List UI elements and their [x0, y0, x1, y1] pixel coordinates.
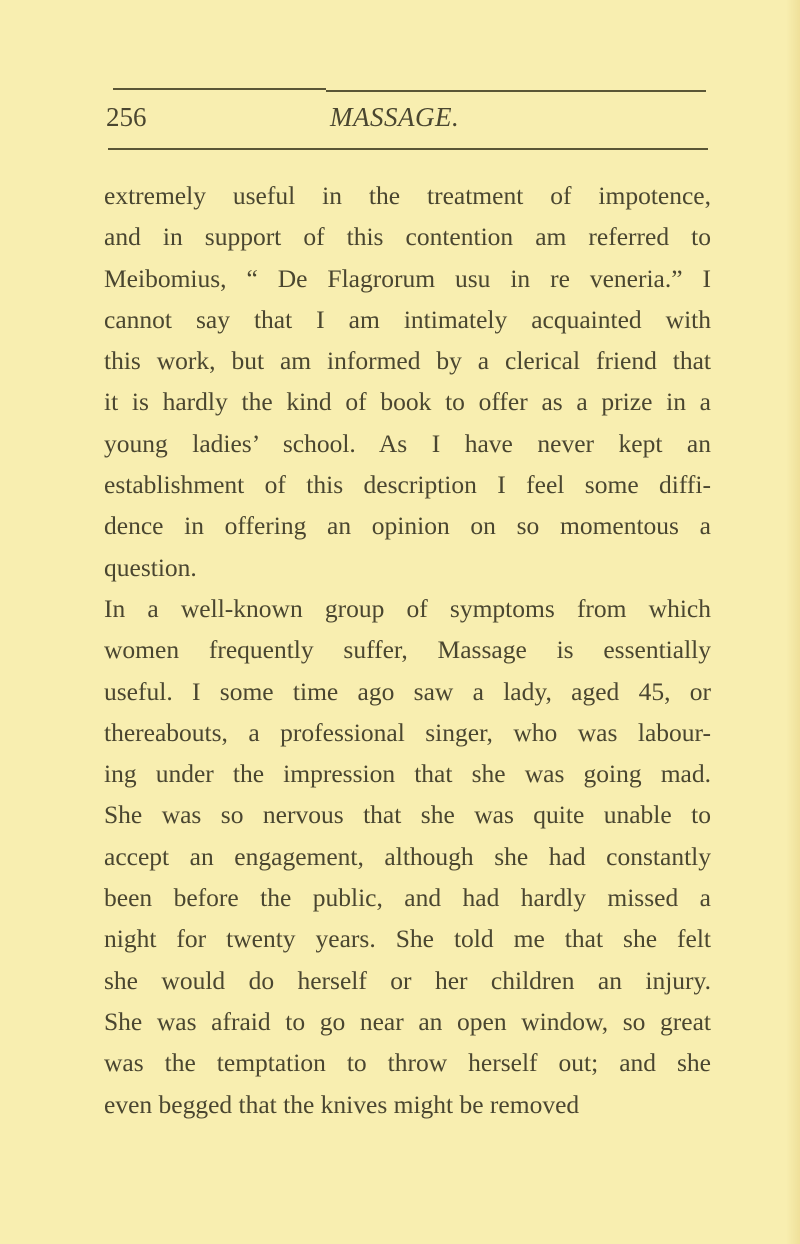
text-line: young ladies’ school. As I have never kept an: [104, 428, 711, 458]
text-line: it is hardly the kind of book to offer as a prize in a: [104, 387, 711, 417]
text-line: women frequently suffer, Massage is essentially: [104, 635, 711, 665]
text-line: establishment of this description I feel some diffi-: [104, 470, 711, 500]
text-line: thereabouts, a professional singer, who was labour-: [104, 717, 711, 747]
text-line: extremely useful in the treatment of impotence,: [104, 181, 711, 210]
text-line: dence in offering an opinion on so momentous a: [104, 511, 711, 541]
text-line: been before the public, and had hardly missed a: [104, 883, 711, 913]
running-head-title: MASSAGE.: [330, 102, 460, 132]
text-line: She was so nervous that she was quite unable to: [104, 800, 711, 830]
text-line: Meibomius, “ De Flagrorum usu in re veneria.” I: [104, 263, 711, 293]
text-line: this work, but am informed by a clerical friend that: [104, 346, 711, 376]
text-line: She was afraid to go near an open window, so great: [104, 1006, 711, 1036]
text-line: accept an engagement, although she had constantly: [104, 841, 711, 871]
page-edge-shadow: [786, 0, 800, 1244]
text-line: cannot say that I am intimately acquainted with: [104, 304, 711, 334]
page-number: 256: [106, 102, 147, 132]
text-line: question.: [104, 552, 197, 582]
text-line: useful. I some time ago saw a lady, aged 45, or: [104, 676, 711, 706]
text-line: ing under the impression that she was going mad.: [104, 759, 711, 789]
header-rule-top-right: [326, 90, 706, 92]
paragraph-first-line: In a well-known group of symptoms from which: [104, 593, 711, 623]
text-line: night for twenty years. She told me that she felt: [104, 924, 711, 954]
header-rule-top: [113, 88, 326, 90]
header-rule-bottom: [108, 148, 708, 150]
body-text: [104, 175, 711, 1125]
text-line: was the temptation to throw herself out; and she: [104, 1048, 711, 1078]
text-line: even begged that the knives might be removed: [104, 1089, 580, 1119]
text-line: she would do herself or her children an injury.: [104, 965, 711, 995]
text-line: and in support of this contention am referred to: [104, 222, 711, 252]
